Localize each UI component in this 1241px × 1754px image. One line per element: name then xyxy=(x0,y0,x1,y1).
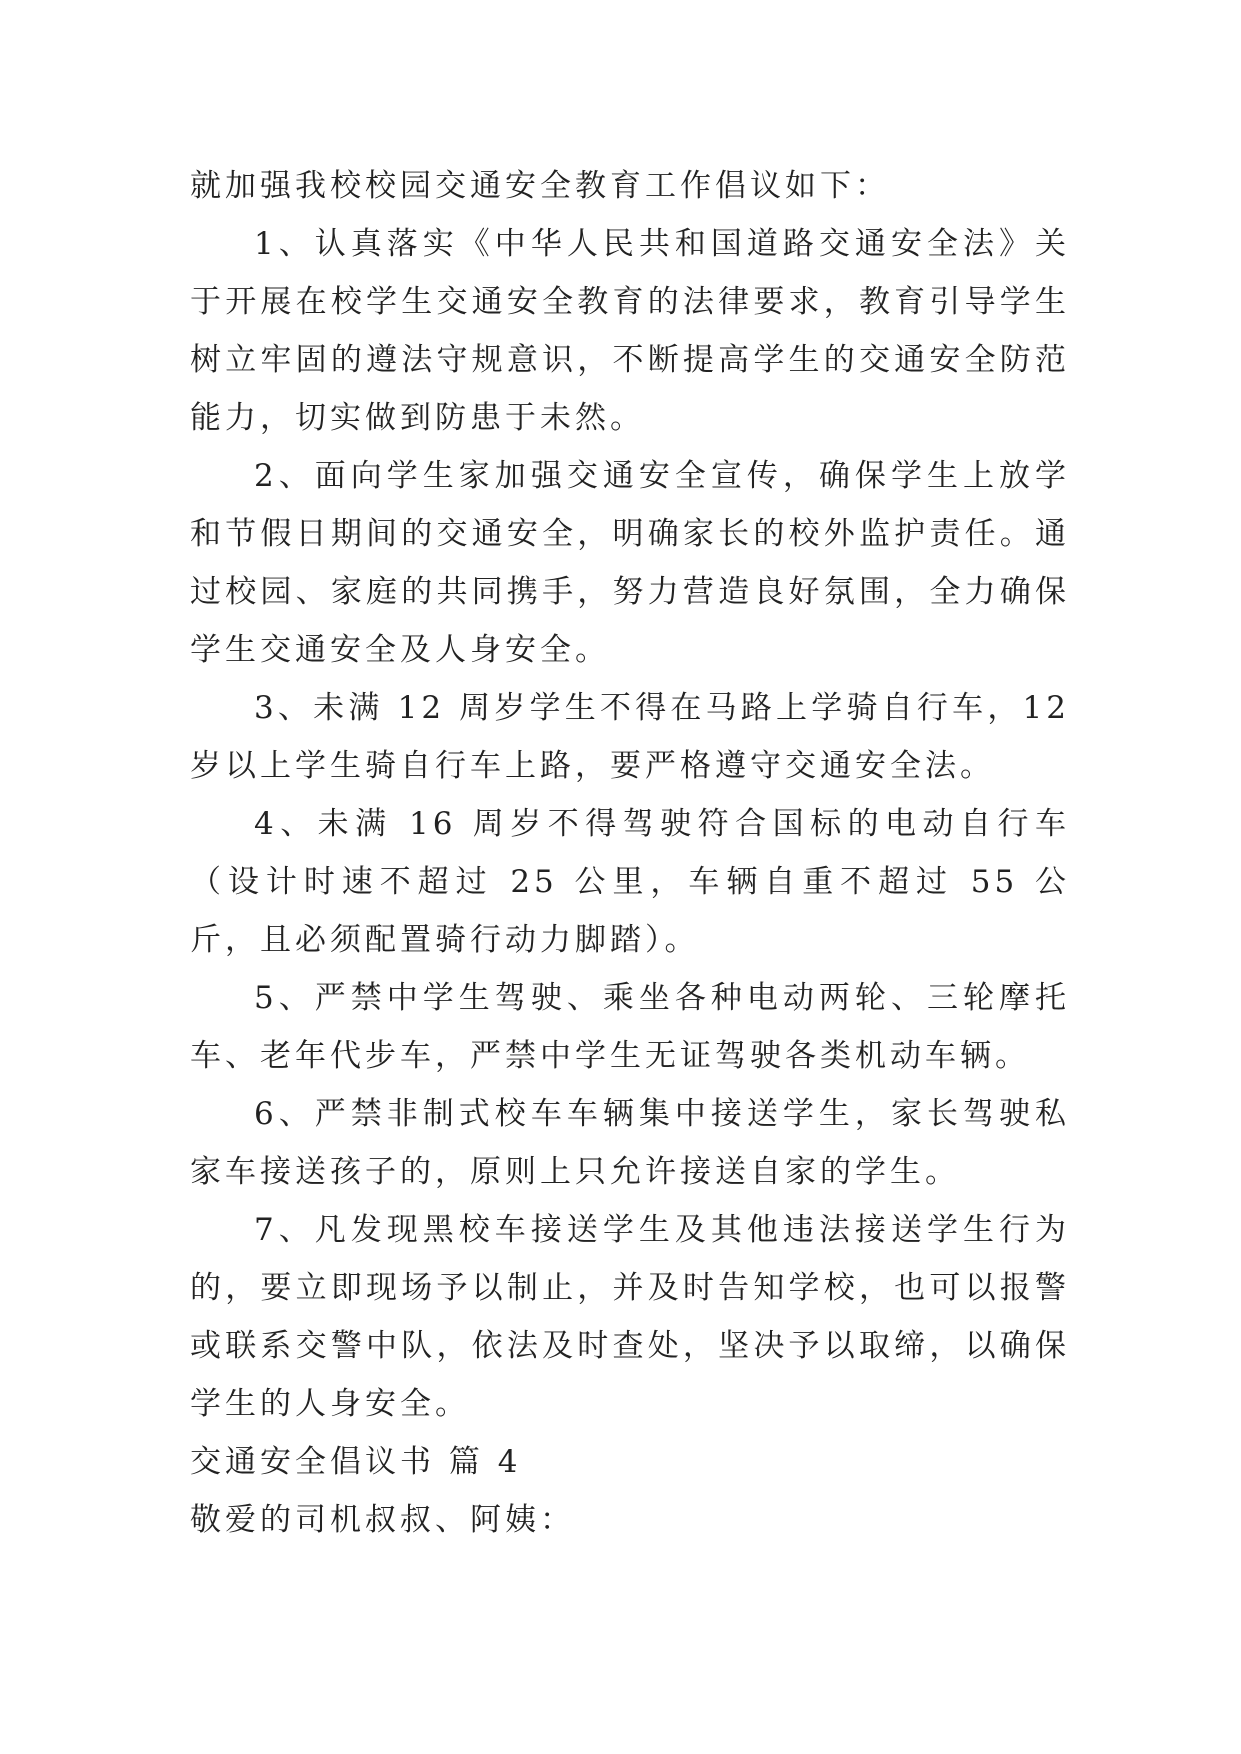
item-2-paragraph: 2、面向学生家加强交通安全宣传，确保学生上放学和节假日期间的交通安全，明确家长的校外监护责任。通过校园、家庭的共同携手，努力营造良好氛围，全力确保学生交通安全及人身安全。 xyxy=(190,458,1070,668)
item-4-paragraph: 4、未满 16 周岁不得驾驶符合国标的电动自行车（设计时速不超过 25 公里，车辆自重不超过 55 公斤，且必须配置骑行动力脚踏）。 xyxy=(190,806,1070,958)
item-3-paragraph: 3、未满 12 周岁学生不得在马路上学骑自行车，12 岁以上学生骑自行车上路，要严格遵守交通安全法。 xyxy=(190,690,1070,784)
item-7-paragraph: 7、凡发现黑校车接送学生及其他违法接送学生行为的，要立即现场予以制止，并及时告知学校，也可以报警或联系交警中队，依法及时查处，坚决予以取缔，以确保学生的人身安全。 xyxy=(190,1212,1070,1422)
salutation: 敬爱的司机叔叔、阿姨： xyxy=(190,1502,575,1538)
section-title: 交通安全倡议书 篇 4 xyxy=(190,1444,522,1480)
item-6-paragraph: 6、严禁非制式校车车辆集中接送学生，家长驾驶私家车接送孩子的，原则上只允许接送自家的学生。 xyxy=(190,1096,1070,1190)
intro-paragraph: 就加强我校校园交通安全教育工作倡议如下： xyxy=(190,168,890,204)
item-5-paragraph: 5、严禁中学生驾驶、乘坐各种电动两轮、三轮摩托车、老年代步车，严禁中学生无证驾驶各类机动车辆。 xyxy=(190,980,1070,1074)
item-1-paragraph: 1、认真落实《中华人民共和国道路交通安全法》关于开展在校学生交通安全教育的法律要求，教育引导学生树立牢固的遵法守规意识，不断提高学生的交通安全防范能力，切实做到防患于未然。 xyxy=(190,226,1070,436)
document-body xyxy=(190,157,1070,1549)
